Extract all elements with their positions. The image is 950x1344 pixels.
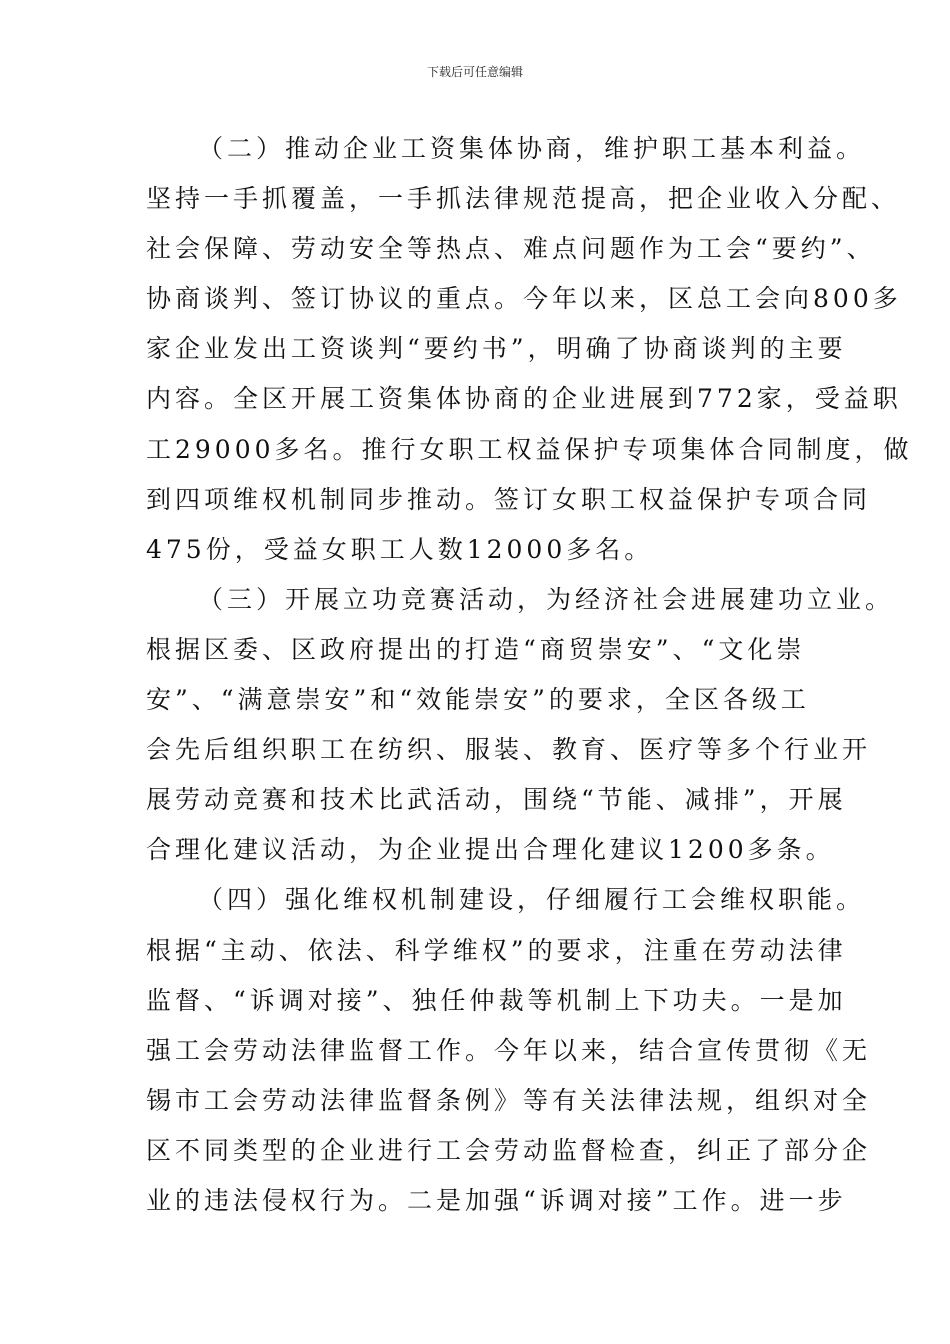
text-line: 根据区委、区政府提出的打造“商贸崇安”、“文化崇 [146,634,806,664]
text-line: 到四项维权机制同步推动。签订女职工权益保护专项合同 [146,484,872,514]
page-header: 下载后可任意编辑 [426,65,523,79]
section-heading-2: （二）推动企业工资集体协商，维护职工基本利益。 [198,134,866,163]
text-line: 家企业发出工资谈判“要约书”，明确了协商谈判的主要 [146,334,847,364]
text-line: 协商谈判、签订协议的重点。今年以来，区总工会向800多 [146,284,902,314]
document-body [146,124,913,1226]
text-line: 根据“主动、依法、科学维权”的要求，注重在劳动法律 [146,935,847,965]
section-heading-3: （三）开展立功竞赛活动，为经济社会进展建功立业。 [198,584,895,614]
text-line: 会先后组织职工在纺织、服装、教育、医疗等多个行业开 [146,735,872,765]
text-line: 坚持一手抓覆盖，一手抓法律规范提高，把企业收入分配、 [146,184,901,214]
text-line: 锡市工会劳动法律监督条例》等有关法律法规，组织对全 [146,1085,872,1115]
section-heading-4: （四）强化维权机制建设，仔细履行工会维权职能。 [198,885,866,915]
text-line: 内容。全区开展工资集体协商的企业进展到772家，受益职 [146,384,902,414]
text-line: 强工会劳动法律监督工作。今年以来，结合宣传贯彻《无 [146,1035,872,1065]
text-line: 475份，受益女职工人数12000多名。 [146,534,654,564]
text-line: 安”、“满意崇安”和“效能崇安”的要求，全区各级工 [146,685,810,715]
text-line: 工29000多名。推行女职工权益保护专项集体合同制度，做 [146,434,913,464]
text-line: 监督、“诉调对接”、独任仲裁等机制上下功夫。一是加 [146,985,847,1015]
text-line: 社会保障、劳动安全等热点、难点问题作为工会“要约”、 [146,234,876,264]
text-line: 业的违法侵权行为。二是加强“诉调对接”工作。进一步 [146,1185,847,1215]
text-line: 展劳动竞赛和技术比武活动，围绕“节能、减排”，开展 [146,785,847,815]
text-line: 区不同类型的企业进行工会劳动监督检查，纠正了部分企 [146,1135,872,1165]
text-line: 合理化建议活动，为企业提出合理化建议1200多条。 [146,835,835,865]
